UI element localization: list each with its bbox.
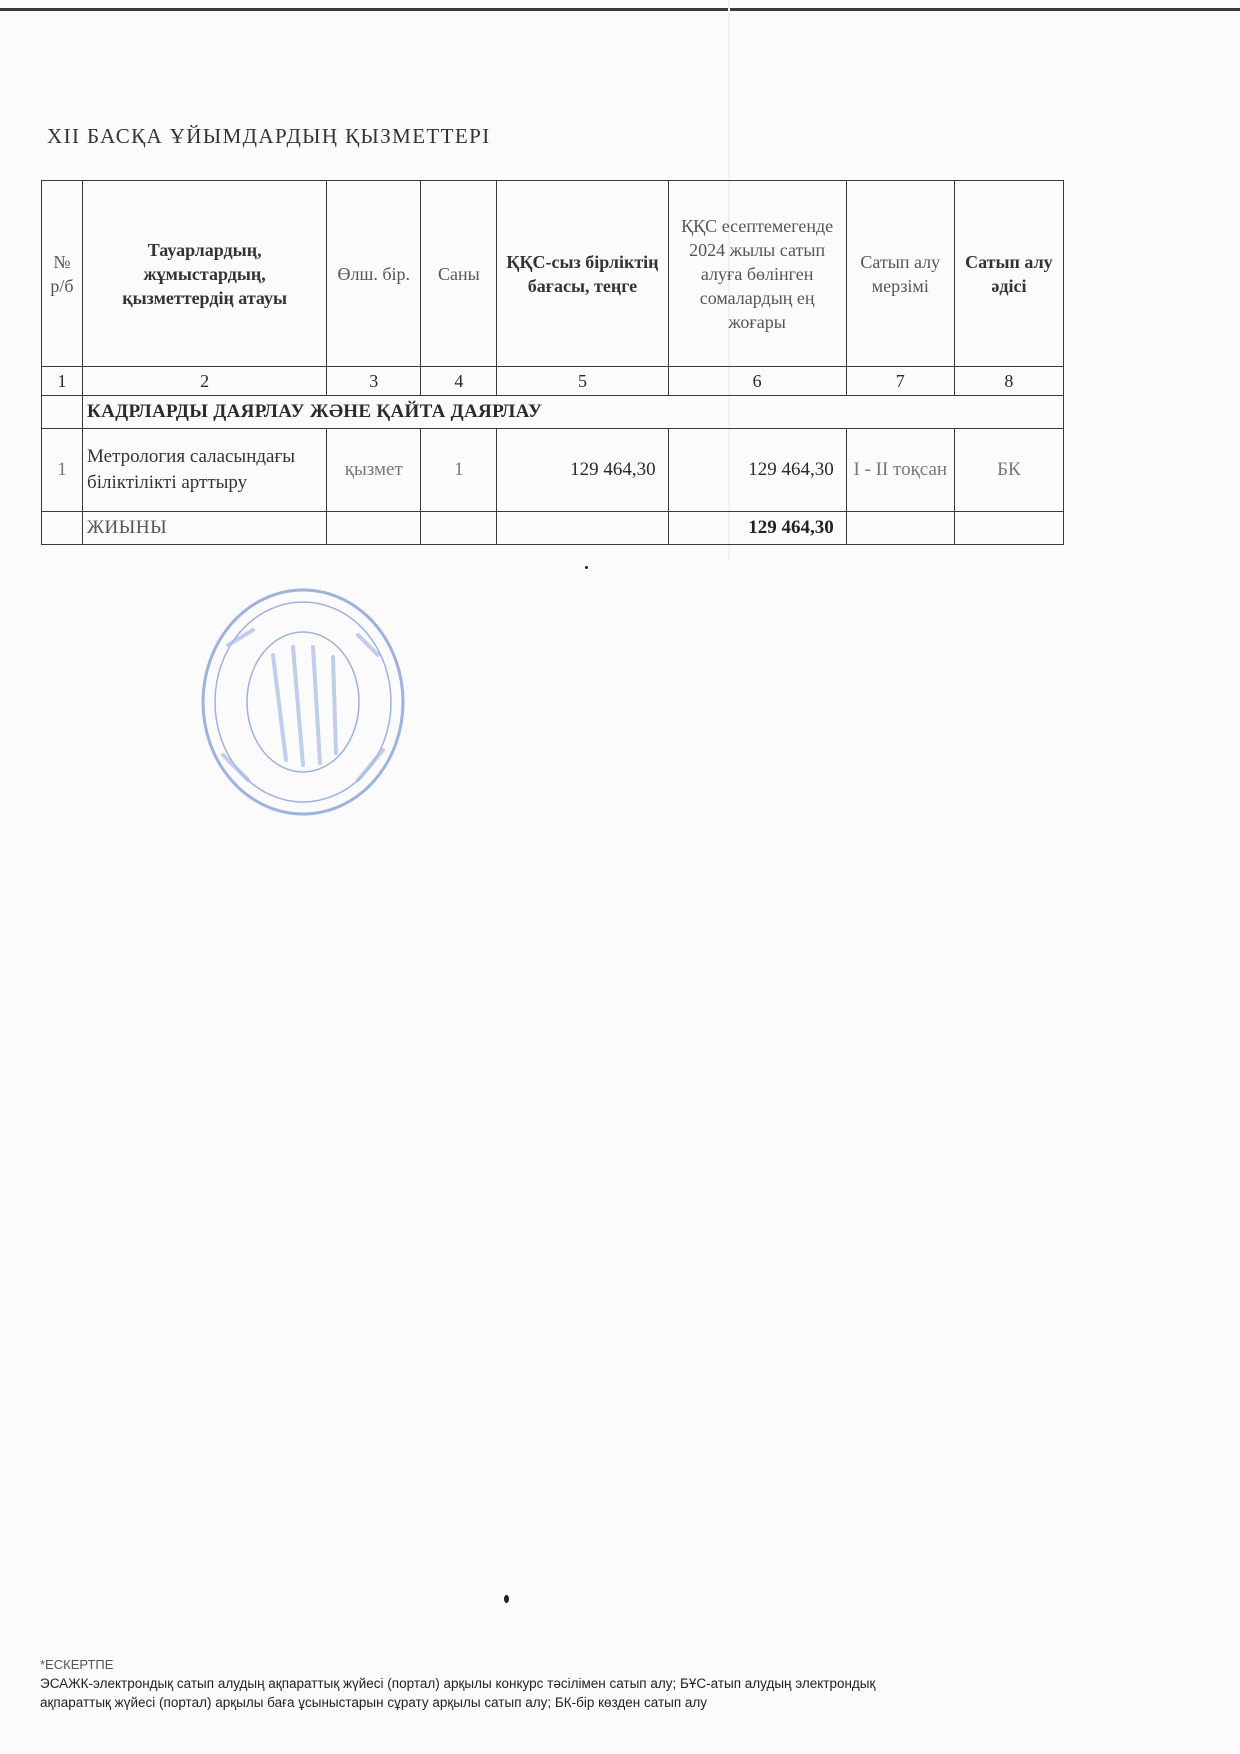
row-name: Метрология саласындағы біліктілікті арттыру <box>83 429 327 512</box>
total-row <box>42 512 1064 545</box>
section-heading-spacer <box>42 396 83 429</box>
column-number: 4 <box>421 367 497 396</box>
row-no: 1 <box>42 429 83 512</box>
column-number: 6 <box>668 367 846 396</box>
section-title: XII БАСҚА ҰЙЫМДАРДЫҢ ҚЫЗМЕТТЕРІ <box>47 124 491 148</box>
section-heading: КАДРЛАРДЫ ДАЯРЛАУ ЖӘНЕ ҚАЙТА ДАЯРЛАУ <box>83 396 1064 429</box>
total-label: ЖИЫНЫ <box>83 512 327 545</box>
header-price: ҚҚС-сыз бірліктің бағасы, теңге <box>497 181 668 367</box>
row-price: 129 464,30 <box>497 429 668 512</box>
header-unit: Өлш. бір. <box>327 181 421 367</box>
column-number: 3 <box>327 367 421 396</box>
column-number: 5 <box>497 367 668 396</box>
total-cell-empty <box>497 512 668 545</box>
header-qty: Саны <box>421 181 497 367</box>
total-cell-empty <box>954 512 1063 545</box>
row-unit: қызмет <box>327 429 421 512</box>
total-cell-empty <box>42 512 83 545</box>
column-number: 1 <box>42 367 83 396</box>
total-cell-empty <box>421 512 497 545</box>
column-number: 8 <box>954 367 1063 396</box>
scan-speck <box>504 1595 509 1603</box>
header-sum: ҚҚС есептемегенде 2024 жылы сатып алуға бөлінген сомалардың ең жоғары <box>668 181 846 367</box>
footer-caption: *ЕСКЕРТПЕ <box>40 1657 114 1672</box>
footer-line: ақпараттық жүйесі (портал) арқылы баға ұсыныстарын сұрату арқылы сатып алу; БК-бір көзден сатып алу <box>40 1695 708 1710</box>
total-cell-empty <box>327 512 421 545</box>
official-stamp-icon <box>198 585 408 820</box>
header-method: Сатып алу әдісі <box>954 181 1063 367</box>
header-period: Сатып алу мерзімі <box>846 181 954 367</box>
total-cell-empty <box>846 512 954 545</box>
scan-speck <box>585 566 588 569</box>
column-number: 2 <box>83 367 327 396</box>
total-sum: 129 464,30 <box>668 512 846 545</box>
row-period: I - II тоқсан <box>846 429 954 512</box>
section-heading-row <box>42 396 1064 429</box>
row-qty: 1 <box>421 429 497 512</box>
column-number-row <box>42 367 1064 396</box>
footer-note <box>40 1655 1200 1712</box>
scan-top-edge <box>0 8 1240 11</box>
header-no: № р/б <box>42 181 83 367</box>
procurement-table <box>41 180 1064 545</box>
column-number: 7 <box>846 367 954 396</box>
row-sum: 129 464,30 <box>668 429 846 512</box>
header-name: Тауарлардың, жұмыстардың, қызметтердің атауы <box>83 181 327 367</box>
footer-line: ЭСАЖК-электрондық сатып алудың ақпараттық жүйесі (портал) арқылы конкурс тәсілімен сатып алу; БҰС-атып алудың электрондық <box>40 1676 876 1691</box>
row-method: БК <box>954 429 1063 512</box>
table-header-row <box>42 181 1064 367</box>
table-row <box>42 429 1064 512</box>
